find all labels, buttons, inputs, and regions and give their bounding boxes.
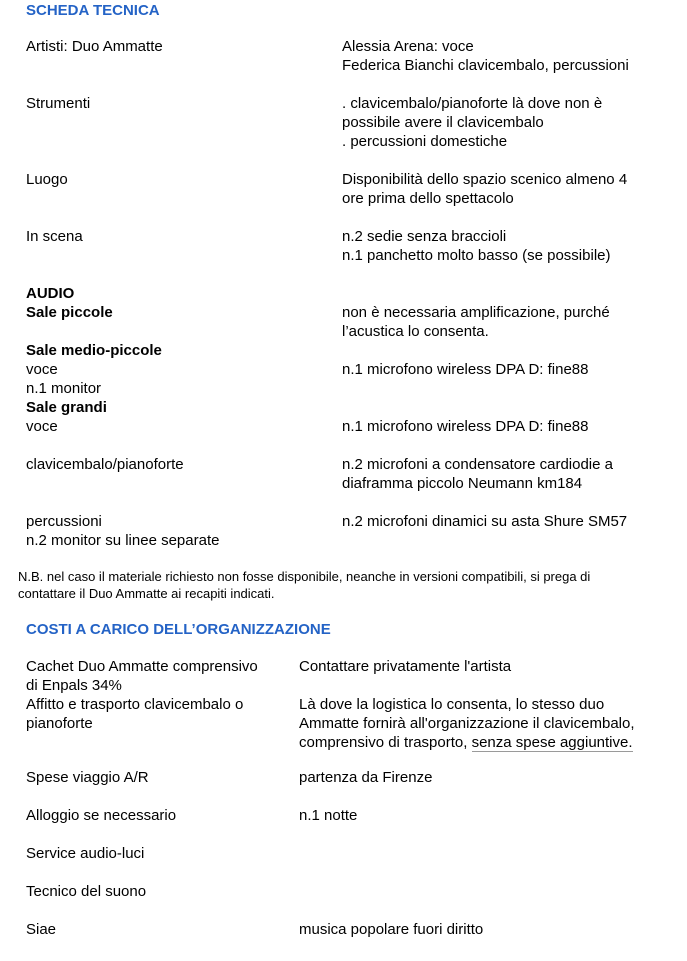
value-in-scena-line2: n.1 panchetto molto basso (se possibile): [342, 247, 611, 264]
value-strumenti-line1: . clavicembalo/pianoforte là dove non è: [342, 95, 603, 112]
value-artisti-line2: Federica Bianchi clavicembalo, percussioni: [342, 57, 629, 74]
label-luogo: Luogo: [26, 171, 68, 188]
label-sale-grandi: Sale grandi: [26, 399, 107, 416]
value-smp-voce: n.1 microfono wireless DPA D: fine88: [342, 361, 589, 378]
value-in-scena-line1: n.2 sedie senza braccioli: [342, 228, 507, 245]
value-luogo-line2: ore prima dello spettacolo: [342, 190, 514, 207]
label-artisti: Artisti: Duo Ammatte: [26, 38, 163, 55]
section-title-scheda-tecnica: SCHEDA TECNICA: [26, 2, 160, 19]
value-artisti-line1: Alessia Arena: voce: [342, 38, 474, 55]
label-smp-voce: voce: [26, 361, 58, 378]
label-service: Service audio-luci: [26, 845, 145, 862]
label-in-scena: In scena: [26, 228, 83, 245]
value-strumenti-line2: possibile avere il clavicembalo: [342, 114, 544, 131]
label-tecnico: Tecnico del suono: [26, 883, 147, 900]
value-sg-clavicembalo-line1: n.2 microfoni a condensatore cardiodie a: [342, 456, 613, 473]
value-sg-voce: n.1 microfono wireless DPA D: fine88: [342, 418, 589, 435]
value-strumenti-line3: . percussioni domestiche: [342, 133, 508, 150]
label-siae: Siae: [26, 921, 57, 938]
label-smp-monitor: n.1 monitor: [26, 380, 102, 397]
value-affitto-line1: Là dove la logistica lo consenta, lo stesso duo: [299, 696, 605, 713]
value-sale-piccole-line1: non è necessaria amplificazione, purché: [342, 304, 610, 321]
value-alloggio: n.1 notte: [299, 807, 358, 824]
label-alloggio: Alloggio se necessario: [26, 807, 177, 824]
section-title-costi: COSTI A CARICO DELL’ORGANIZZAZIONE: [26, 621, 331, 638]
label-viaggio: Spese viaggio A/R: [26, 769, 149, 786]
label-sg-monitor: n.2 monitor su linee separate: [26, 532, 220, 549]
value-affitto-line3-text: comprensivo di trasporto,: [299, 734, 472, 751]
label-strumenti: Strumenti: [26, 95, 91, 112]
value-cachet: Contattare privatamente l'artista: [299, 658, 512, 675]
value-affitto-line3: [299, 733, 633, 752]
label-cachet-line1: Cachet Duo Ammatte comprensivo: [26, 658, 258, 675]
value-viaggio: partenza da Firenze: [299, 769, 433, 786]
note-line1: N.B. nel caso il materiale richiesto non fosse disponibile, neanche in versioni compatibili, si prega di: [18, 569, 591, 584]
label-cachet-line2: di Enpals 34%: [26, 677, 122, 694]
value-luogo-line1: Disponibilità dello spazio scenico almeno 4: [342, 171, 628, 188]
label-affitto-line2: pianoforte: [26, 715, 93, 732]
value-sg-clavicembalo-line2: diaframma piccolo Neumann km184: [342, 475, 583, 492]
value-sg-percussioni: n.2 microfoni dinamici su asta Shure SM57: [342, 513, 628, 530]
audio-title: AUDIO: [26, 285, 75, 302]
label-sg-voce: voce: [26, 418, 58, 435]
value-sale-piccole-line2: l’acustica lo consenta.: [342, 323, 489, 340]
label-sale-medio-piccole: Sale medio-piccole: [26, 342, 162, 359]
label-affitto-line1: Affitto e trasporto clavicembalo o: [26, 696, 244, 713]
value-affitto-underlined: senza spese aggiuntive.: [471, 734, 633, 751]
label-sale-piccole: Sale piccole: [26, 304, 113, 321]
value-affitto-line2: Ammatte fornirà all'organizzazione il clavicembalo,: [299, 715, 635, 732]
note-line2: contattare il Duo Ammatte ai recapiti indicati.: [18, 586, 275, 601]
label-sg-clavicembalo: clavicembalo/pianoforte: [26, 456, 184, 473]
value-siae: musica popolare fuori diritto: [299, 921, 484, 938]
label-sg-percussioni: percussioni: [26, 513, 102, 530]
